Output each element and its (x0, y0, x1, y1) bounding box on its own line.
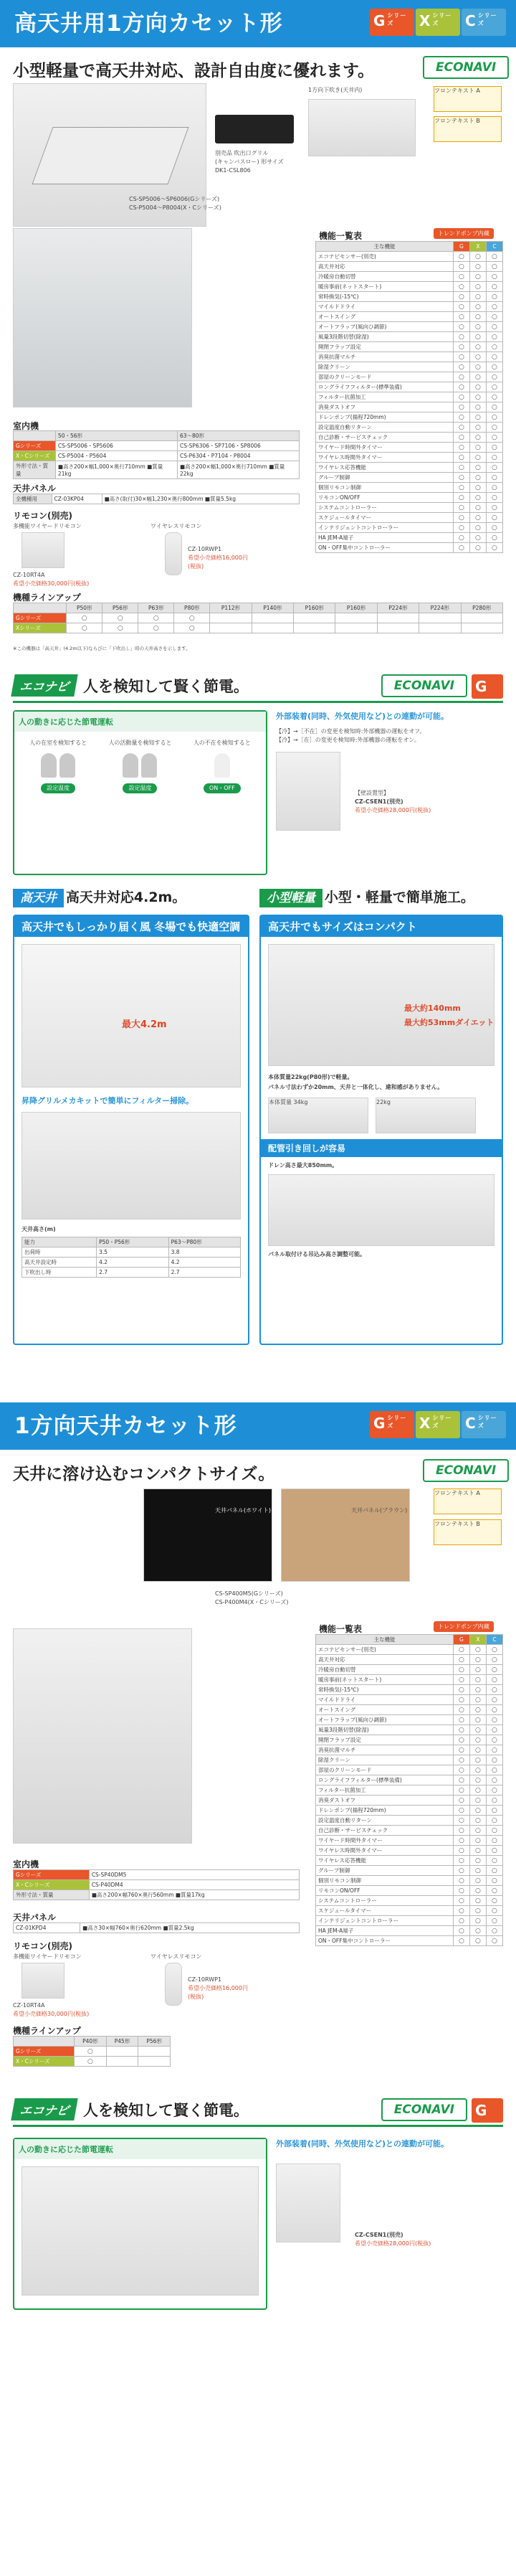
econavi-right-2: 外部装着(同時、外気使用など)との連動が可能。 CZ-CSEN1(別売) 希望小売価格28,000円(税抜) (276, 2139, 449, 2247)
wired-remote-image-2 (22, 1963, 64, 1999)
feature-row: 自己診断・サービスチェック ○ ○ ○ (316, 433, 503, 443)
feature-row: 高天井対応 ○ ○ ○ (316, 1655, 503, 1665)
badge-g: Gシリーズ (370, 9, 414, 36)
feature-row: フィルター抗菌加工 ○ ○ ○ (316, 1785, 503, 1796)
feature-row: ワイヤード時間外タイマー ○ ○ ○ (316, 443, 503, 453)
high-box: 高天井でもしっかり届く風 冬場でも快適空調 最大4.2m 昇降グリルメカキットで簡単にフィルター掃除。 天井高さ(m) 能力 P50・P56形 P63～P80形 出荷時 3.5 3.8 高天井設定時 4.2 4.2 下吹出し時 2.7 2.7 (13, 915, 249, 1345)
econavi-logo-2: ECONAVI (423, 1459, 509, 1482)
feature-row: ワイヤレス時間外タイマー ○ ○ ○ (316, 1846, 503, 1856)
feature-row: マイルドドライ ○ ○ ○ (316, 1695, 503, 1705)
feature-row: ON・OFF集中コントローラー ○ ○ ○ (316, 543, 503, 553)
sensor-image-1 (276, 752, 340, 831)
feature-row: スケジュールタイマー ○ ○ ○ (316, 513, 503, 523)
panel-caption: 別売品 吹出口グリル (キャンバスロー) 形サイズ DK1-CSL806 (215, 150, 284, 174)
feature-row: ロングライフフィルター(標準装備) ○ ○ ○ (316, 1775, 503, 1785)
room-photo-2 (13, 1628, 192, 1844)
feature-row: 冷暖房自動切替 ○ ○ ○ (316, 1665, 503, 1675)
feature-row: 冷暖房自動切替 ○ ○ ○ (316, 272, 503, 282)
feature-row: システムコントローラー ○ ○ ○ (316, 503, 503, 513)
series-badges (370, 9, 506, 36)
feature-row: 設定温度自動リターン ○ ○ ○ (316, 423, 503, 433)
remote-title-1: リモコン(別売) (13, 511, 72, 521)
weight-compare-2: 22kg (376, 1098, 476, 1133)
feature-row: 個別リモコン制御 ○ ○ ○ (316, 483, 503, 493)
feature-row: HA JEM-A端子 ○ ○ ○ (316, 1926, 503, 1936)
econavi-left-box-1: 人の動きに応じた節電運転 人の在室を検知すると 設定温度 人の活動量を検知すると 設定温度 人の不在を検知すると ON・OFF (13, 710, 267, 875)
high-ceiling-illustration (22, 944, 241, 1088)
indoor-table-1: 50・56形 63～80形 Gシリーズ CS-SP5006・SP5606 CS-SP6306・SP7106・SP8006 X・Cシリーズ CS-P5004・P5604 CS-P6304・P7104・P8004 外形寸法・質量 ■高さ200×幅1,000×奥行710mm ■質量21kg ■高さ200×幅1,000×奥行710mm ■質量22kg (13, 430, 300, 479)
feature-row: 開閉フラップ設定 ○ ○ ○ (316, 342, 503, 352)
height-row: 下吹出し時 2.7 2.7 (22, 1268, 241, 1278)
feature-row: 個別リモコン制御 ○ ○ ○ (316, 1876, 503, 1886)
econavi-bar-1: エコナビ 人を検知して賢く節電。 ECONAVI G (13, 674, 503, 703)
feature-row: 除湿クリーン ○ ○ ○ (316, 1755, 503, 1765)
panel-white-image (143, 1488, 272, 1582)
econavi-tag-1: エコナビ (11, 674, 77, 697)
feature-row: 消臭抗菌マルチ ○ ○ ○ (316, 1745, 503, 1755)
badge-x: Xシリーズ (416, 9, 460, 36)
feature-row: 高天井対応 ○ ○ ○ (316, 262, 503, 272)
section2-title: 1方向天井カセット形 (14, 1413, 237, 1439)
lineup-row: Gシリーズ ○ ○ ○ ○ (14, 613, 503, 623)
option-label: 1方向下吹き(天井内) (308, 87, 363, 93)
section1-header (0, 0, 516, 47)
lineup-title-1: 機種ラインアップ (13, 593, 81, 603)
wired-remote-price: 希望小売価格30,000円(税抜) (13, 580, 90, 587)
tagline-2: 天井に溶け込むコンパクトサイズ。 (13, 1465, 275, 1483)
econavi-right-1: 外部装着(同時、外気使用など)との連動が可能。 【冷】→［不在］の変更を検知時:外部機器の運転をオフ。 【冷】→［在］の変更を検知時:外部機器の運転をオン。 【壁設置型】 CZ-CSEN1(別売) 希望小売価格28,000円(税抜) (276, 710, 503, 875)
indoor-title-1: 室内機 (13, 421, 39, 431)
trend-badge-1: トレンドポンプ内蔵 (434, 228, 494, 239)
height-row: 能力 P50・P56形 P63～P80形 (22, 1237, 241, 1247)
feature-row: エコナビセンサー(別売) ○ ○ ○ (316, 1645, 503, 1655)
feature-row: マイルドドライ ○ ○ ○ (316, 302, 503, 312)
feature-row: ドレンポンプ(揚程720mm) ○ ○ ○ (316, 412, 503, 423)
wireless-remote-model: CZ-10RWP1 (188, 546, 222, 552)
room-photo-1 (13, 228, 192, 407)
indoor-table-2: Gシリーズ CS-SP40DM5 X・Cシリーズ CS-P40DM4 外形寸法・質量 ■高さ200×幅760×奥行560mm ■質量17kg (13, 1869, 300, 1900)
ceiling-height-table (22, 1237, 241, 1278)
econavi-logo-1: ECONAVI (423, 56, 509, 79)
feature-row: グループ制御 ○ ○ ○ (316, 473, 503, 483)
lineup-table-1: P50形 P56形 P63形 P80形 P112形 P140形 P160形 P160形 P224形 P224形 P280形 Gシリーズ ○ ○ ○ ○ Xシリーズ ○ ○ ○ ○ (13, 603, 503, 633)
feature-row: スケジュールタイマー ○ ○ ○ (316, 1906, 503, 1916)
feature-row: リモコンON/OFF ○ ○ ○ (316, 493, 503, 503)
feature-row: 風量3段階切替(除湿) ○ ○ ○ (316, 1725, 503, 1735)
feature-row: システムコントローラー ○ ○ ○ (316, 1896, 503, 1906)
lineup-row: Gシリーズ ○ (14, 2047, 171, 2057)
feature-row: ON・OFF集中コントローラー ○ ○ ○ (316, 1936, 503, 1946)
lineup-row: Xシリーズ ○ ○ ○ ○ (14, 623, 503, 633)
feature-row: 消臭ダストオフ ○ ○ ○ (316, 1796, 503, 1806)
high-head: 高天井 高天井対応4.2m。 (13, 887, 249, 910)
feature-row: オートスイング ○ ○ ○ (316, 1705, 503, 1715)
flogrp-b-box: フロンテキスト B (434, 116, 502, 142)
feature-row: 自己診断・サービスチェック ○ ○ ○ (316, 1826, 503, 1836)
unit-dark-image (215, 115, 294, 143)
feature-row: ドレンポンプ(揚程720mm) ○ ○ ○ (316, 1806, 503, 1816)
econavi-left-box-2: 人の動きに応じた節電運転 (13, 2138, 267, 2310)
feature-row: インテリジェントコントローラー ○ ○ ○ (316, 523, 503, 533)
feature-row: ワイヤード時間外タイマー ○ ○ ○ (316, 1836, 503, 1846)
feature-row: ワイヤレス時間外タイマー ○ ○ ○ (316, 453, 503, 463)
wireless-remote-label: ワイヤレスリモコン (150, 523, 202, 529)
feature-row: 暖房事前(ネットスタート) ○ ○ ○ (316, 1675, 503, 1685)
feature-row: ロングライフフィルター(標準装備) ○ ○ ○ (316, 382, 503, 392)
feature-row: オートスイング ○ ○ ○ (316, 312, 503, 322)
feature-row: 設定温度自動リターン ○ ○ ○ (316, 1816, 503, 1826)
small-box: 高天井でもサイズはコンパクト 最大約140mm 最大約53mmダイエット 本体質量22kg(P80形)で軽量。 パネル寸法わずか20mm、天井と一体化し、違和感がありません。 本体質量 34kg 22kg 配管引き回しが容易 ドレン高さ最大850mm。 パネル取付ける吊込み高さ調整可能。 (259, 915, 503, 1345)
feature-row: 消臭抗菌マルチ ○ ○ ○ (316, 352, 503, 362)
econavi-headline-1: 人を検知して賢く節電。 (83, 677, 249, 695)
feature-row: HA JEM-A端子 ○ ○ ○ (316, 533, 503, 543)
feature-row: 常時換気(-15℃) ○ ○ ○ (316, 1685, 503, 1695)
badge-c: Cシリーズ (462, 9, 506, 36)
function-table-2: 主な機能 G X C エコナビセンサー(別売) ○ ○ ○ 高天井対応 ○ ○ ○ 冷暖房自動切替 ○ ○ ○ 暖房事前(ネットスタート) ○ ○ ○ 常時換気(-15℃) ○ ○ ○ マイルドドライ ○ ○ ○ オートスイング ○ ○ ○ オートフラップ(風向ひ調節) ○ ○ ○ 風量3段階切替(除湿) ○ ○ ○ 開閉フラップ設定 ○ ○ ○ 消臭抗菌マルチ ○ ○ ○ 除湿クリーン ○ ○ ○ 部屋のクリーンモード ○ ○ ○ ロングライフフィルター(標準装備) ○ ○ ○ フィルター抗菌加工 ○ ○ ○ 消臭ダストオフ ○ ○ ○ ドレンポンプ(揚程720mm) ○ ○ ○ 設定温度自動リターン ○ ○ ○ 自己診断・サービスチェック ○ ○ ○ ワイヤード時間外タイマー ○ ○ ○ ワイヤレス時間外タイマー ○ ○ ○ ワイヤレス応答機能 ○ ○ ○ グループ制御 ○ ○ ○ 個別リモコン制御 ○ ○ ○ リモコンON/OFF ○ ○ ○ システムコントローラー ○ ○ ○ スケジュールタイマー ○ ○ ○ インテリジェントコントローラー ○ ○ ○ HA JEM-A端子 ○ ○ ○ ON・OFF集中コントローラー ○ ○ ○ (315, 1634, 503, 1946)
model-caption-2: CS-P5004～P8004(X・Cシリーズ) (129, 204, 221, 211)
weight-compare-1: 本体質量 34kg (268, 1098, 368, 1133)
econavi-bar-2: エコナビ 人を検知して賢く節電。 ECONAVI G (13, 2098, 503, 2127)
wired-remote-image (22, 532, 64, 568)
height-row: 高天井設定時 4.2 4.2 (22, 1258, 241, 1268)
lineup-table-2: P40形 P45形 P56形 Gシリーズ ○ X・Cシリーズ ○ (13, 2036, 171, 2067)
option-image (308, 99, 416, 156)
wired-remote-label: 多機能ワイヤードリモコン (13, 523, 82, 529)
height-row: 出荷時 3.5 3.8 (22, 1247, 241, 1258)
panel-brown-image (281, 1488, 410, 1582)
wired-remote-model: CZ-10RT4A (13, 572, 45, 578)
small-head: 小型軽量 小型・軽量で簡単施工。 (259, 887, 503, 910)
feature-row: グループ制御 ○ ○ ○ (316, 1866, 503, 1876)
section1-title: 高天井用1方向カセット形 (14, 11, 283, 37)
panel-title-1: 天井パネル (13, 483, 57, 494)
drain-illustration (268, 1174, 494, 1246)
feature-row: オートフラップ(風向ひ調節) ○ ○ ○ (316, 1715, 503, 1725)
feature-row: 消臭ダストオフ ○ ○ ○ (316, 402, 503, 412)
feature-row: 除湿クリーン ○ ○ ○ (316, 362, 503, 372)
feature-row: 暖房事前(ネットスタート) ○ ○ ○ (316, 282, 503, 292)
feature-row: 部屋のクリーンモード ○ ○ ○ (316, 372, 503, 382)
func-title-1: 機能一覧表 (319, 231, 363, 241)
tagline-1: 小型軽量で高天井対応、設計自由度に優れます。 (13, 62, 375, 80)
model-caption-1: CS-SP5006～SP6006(Gシリーズ) (129, 196, 220, 202)
feature-row: リモコンON/OFF ○ ○ ○ (316, 1886, 503, 1896)
function-table-1: 主な機能 G X C エコナビセンサー(別売) ○ ○ ○ 高天井対応 ○ ○ ○ 冷暖房自動切替 ○ ○ ○ 暖房事前(ネットスタート) ○ ○ ○ 常時換気(-15℃) ○ ○ ○ マイルドドライ ○ ○ ○ オートスイング ○ ○ ○ オートフラップ(風向ひ調節) ○ ○ ○ 風量3段階切替(除湿) ○ ○ ○ 開閉フラップ設定 ○ ○ ○ 消臭抗菌マルチ ○ ○ ○ 除湿クリーン ○ ○ ○ 部屋のクリーンモード ○ ○ ○ ロングライフフィルター(標準装備) ○ ○ ○ フィルター抗菌加工 ○ ○ ○ 消臭ダストオフ ○ ○ ○ ドレンポンプ(揚程720mm) ○ ○ ○ 設定温度自動リターン ○ ○ ○ 自己診断・サービスチェック ○ ○ ○ ワイヤード時間外タイマー ○ ○ ○ ワイヤレス時間外タイマー ○ ○ ○ ワイヤレス応答機能 ○ ○ ○ グループ制御 ○ ○ ○ 個別リモコン制御 ○ ○ ○ リモコンON/OFF ○ ○ ○ システムコントローラー ○ ○ ○ スケジュールタイマー ○ ○ ○ インテリジェントコントローラー ○ ○ ○ HA JEM-A端子 ○ ○ ○ ON・OFF集中コントローラー ○ ○ ○ (315, 241, 503, 553)
grill-illustration (22, 1112, 241, 1219)
feature-row: 常時換気(-15℃) ○ ○ ○ (316, 292, 503, 302)
flogrp-a-box: フロンテキスト A (434, 86, 502, 112)
feature-row: ワイヤレス応答機能 ○ ○ ○ (316, 463, 503, 473)
feature-row: オートフラップ(風向ひ調節) ○ ○ ○ (316, 322, 503, 332)
feature-row: インテリジェントコントローラー ○ ○ ○ (316, 1916, 503, 1926)
feature-row: 部屋のクリーンモード ○ ○ ○ (316, 1765, 503, 1775)
footnote-1: ※この機器は「高天井」(4.2m以下)ならびに「下吹出し」時の天井高さを示します。 (13, 646, 191, 651)
section2-header: 1方向天井カセット形 Gシリーズ Xシリーズ Cシリーズ (0, 1402, 516, 1450)
panel-table-2: CZ-01KPD4 ■高さ30×幅760×奥行620mm ■質量2.5kg (13, 1922, 300, 1933)
feature-row: フィルター抗菌加工 ○ ○ ○ (316, 392, 503, 402)
wireless-remote-image (165, 532, 182, 575)
feature-row: 開閉フラップ設定 ○ ○ ○ (316, 1735, 503, 1745)
feature-row: 風量3段階切替(除湿) ○ ○ ○ (316, 332, 503, 342)
feature-row: ワイヤレス応答機能 ○ ○ ○ (316, 1856, 503, 1866)
lineup-row: X・Cシリーズ ○ (14, 2057, 171, 2067)
panel-table-1: 全機種用 CZ-03KP04 ■高さ(取付)30×幅1,230×奥行800mm ■質量5.5kg (13, 494, 300, 504)
wireless-remote-price: 希望小売価格16,000円(税抜) (188, 555, 248, 570)
wireless-remote-image-2 (165, 1963, 182, 2006)
feature-row: エコナビセンサー(別売) ○ ○ ○ (316, 252, 503, 262)
